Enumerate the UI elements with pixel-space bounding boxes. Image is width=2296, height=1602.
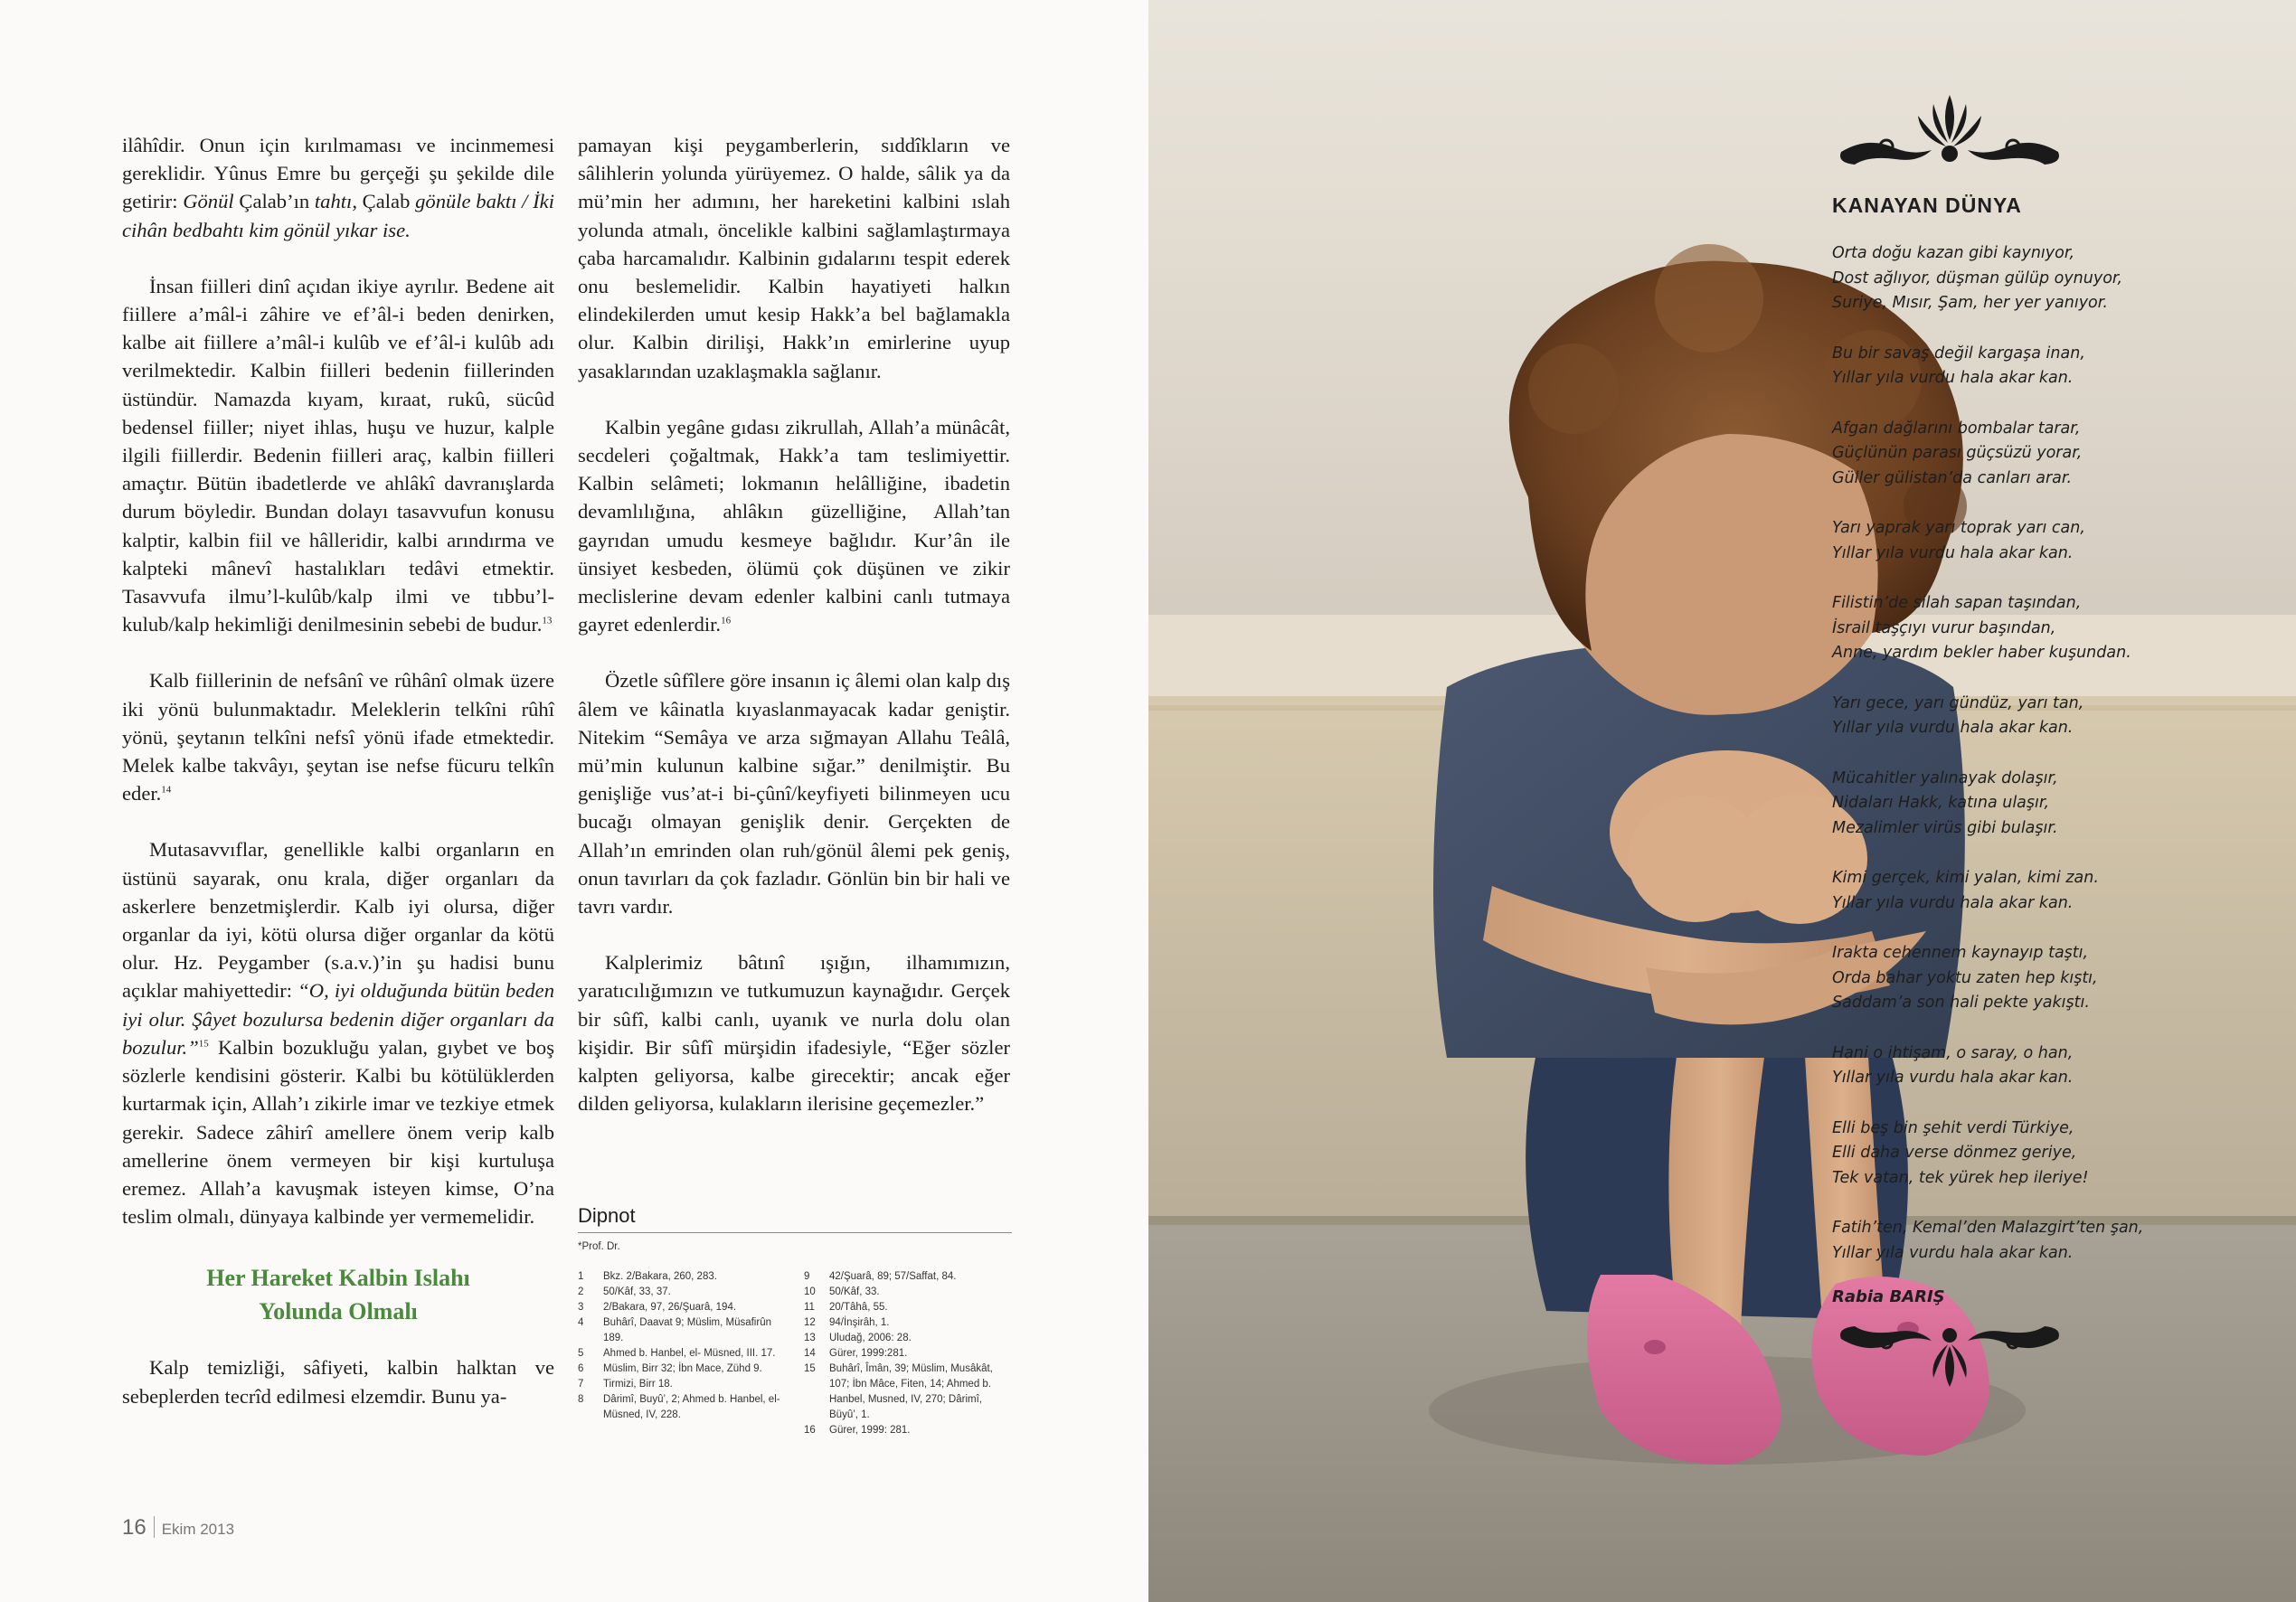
poem-line: Anne, yardım bekler haber kuşundan. — [1832, 644, 2131, 662]
footnote-number: 5 — [578, 1348, 584, 1359]
poem-block — [1832, 90, 2239, 1391]
footnote-item — [578, 1285, 786, 1300]
ornament-top-icon — [1832, 90, 2067, 181]
footnote-text: 2/Bakara, 97, 26/Şuarâ, 194. — [603, 1302, 737, 1313]
ornament-bottom-icon — [1832, 1319, 2067, 1391]
footnote-item — [804, 1315, 1012, 1331]
footnote-text: Bkz. 2/Bakara, 260, 283. — [603, 1271, 717, 1282]
footnote-text: Buhârî, Îmân, 39; Müslim, Musâkât, 107; İbn Mâce, Fiten, 14; Ahmed b. Hanbel, Musned, IV, 270; Dârimî, Büyû’, 1. — [829, 1363, 993, 1420]
poem-line: Irakta cehennem kaynayıp taştı, — [1832, 944, 2089, 962]
footnote-number: 12 — [804, 1317, 816, 1328]
footnote-number: 2 — [578, 1286, 584, 1297]
footnotes-list-left — [578, 1269, 786, 1423]
footnote-item — [804, 1423, 1012, 1438]
col1-body — [122, 131, 554, 1230]
footnote-item — [804, 1269, 1012, 1285]
text-column-1 — [122, 131, 554, 1410]
footnote-text: 42/Şuarâ, 89; 57/Saffat, 84. — [829, 1271, 957, 1282]
text-run: Kalbin bozukluğu yalan, gıybet ve boş sözlerle kendisini gösterir. Kalbi bu kötülüklerden kurtarmak için, Allah’ı zikirle imar ve tezkiye etmek gerekir. Sadece zâhirî amellere önem verip kalb amellerine önem vermeyen bir kişi kurtuluşa eremez. Allah’a kavuşmak isteyen kimse, O’na teslim olmalı, dünyaya kalbinde yer vermemelidir. — [122, 1035, 554, 1229]
footnote-number: 16 — [804, 1425, 816, 1436]
footnote-number: 4 — [578, 1317, 584, 1328]
footnote-item — [804, 1331, 1012, 1346]
footnote-text: Gürer, 1999:281. — [829, 1348, 908, 1359]
poem-stanza — [1832, 516, 2239, 566]
footnote-item — [578, 1346, 786, 1362]
page-number: 16 — [122, 1515, 146, 1540]
poem-line: Elli daha verse dönmez geriye, — [1832, 1144, 2077, 1162]
footnote-item — [804, 1285, 1012, 1300]
poem-line: Afgan dağlarını bombalar tarar, — [1832, 419, 2081, 438]
footnote-number: 13 — [804, 1333, 816, 1343]
footnote-item — [804, 1300, 1012, 1315]
footnote-item — [804, 1346, 1012, 1362]
footnote-item — [578, 1269, 786, 1285]
poem-line: Bu bir savaş değil kargaşa inan, — [1832, 344, 2085, 363]
paragraph — [122, 666, 554, 807]
poem-stanza — [1832, 866, 2239, 916]
poem-line: Yıllar yıla vurdu hala akar kan. — [1832, 719, 2074, 737]
poem-stanza — [1832, 1216, 2239, 1266]
footnote-number: 15 — [804, 1363, 816, 1374]
poem-line: İsrail taşçıyı vurur başından, — [1832, 618, 2056, 637]
section-heading — [122, 1261, 554, 1328]
poem-line: Mücahitler yalınayak dolaşır, — [1832, 768, 2058, 787]
footnote-number: 8 — [578, 1394, 584, 1405]
poem-line: Yıllar yıla vurdu hala akar kan. — [1832, 1243, 2074, 1262]
footnote-text: Müslim, Birr 32; İbn Mace, Zühd 9. — [603, 1363, 762, 1374]
text-run: Kalplerimiz bâtınî ışığın, ilhamımızın, yaratıcılığımızın ve tutkumuzun kaynağıdır. Gerçek bir sûfî, kalbi canlı, uyanık ve nurla dolu olan kişidir. Bir sûfî mürşidin ifadesiyle, “Eğer sözler kalpten geliyorsa, kalbe girecektir; ancak eğer dilden geliyorsa, kulakların ilerisine geçemezler.” — [578, 951, 1010, 1116]
folio — [122, 1515, 234, 1541]
poem-line: Suriye, Mısır, Şam, her yer yanıyor. — [1832, 294, 2108, 312]
footnote-text: Gürer, 1999: 281. — [829, 1425, 911, 1436]
footnote-number: 3 — [578, 1302, 584, 1313]
poem-author: Rabia BARIŞ — [1832, 1287, 1945, 1306]
footnote-number: 10 — [804, 1286, 816, 1297]
poem-line: Tek vatan, tek yürek hep ileriye! — [1832, 1168, 2089, 1187]
poem-line: Yıllar yıla vurdu hala akar kan. — [1832, 543, 2074, 562]
text-run: Mutasavvıflar, genellikle kalbi organların en üstünü sayarak, onu krala, diğer organları da askerlere benzetmişlerdir. Kalb iyi olursa, diğer organlar da iyi, kötü olursa diğer organlar da kötü olur. Hz. Peygamber (s.a.v.)’in şu hadisi bunu açıklar mahiyettedir: — [122, 838, 554, 1003]
poem-line: Yarı yaprak yarı toprak yarı can, — [1832, 519, 2085, 537]
poem-line: Orta doğu kazan gibi kaynıyor, — [1832, 244, 2075, 262]
text-run: Çalab’ın — [233, 190, 315, 213]
section-heading-line2: Yolunda Olmalı — [259, 1298, 418, 1325]
footnote-item — [578, 1392, 786, 1423]
poem-stanza — [1832, 692, 2239, 741]
footnote-item — [578, 1300, 786, 1315]
paragraph — [578, 666, 1010, 920]
poem-line: Hani o ihtişam, o saray, o han, — [1832, 1043, 2074, 1062]
poem-line: Yıllar yıla vurdu hala akar kan. — [1832, 893, 2074, 912]
footnote-text: 50/Kâf, 33. — [829, 1286, 880, 1297]
footnote-text: Tirmizi, Birr 18. — [603, 1379, 673, 1390]
text-run: pamayan kişi peygamberlerin, sıddîkların ve sâlihlerin yolunda yürüyemez. O halde, sâlik ya da mü’min her adımını, her hareketini kalbini ıslah yolunda atmalı, öncelikle kalbini sağlamlaştırmaya çaba harcamalıdır. Kalbinin gıdalarını tespit ederek onu beslemelidir. Kalbin hayatiyeti halkın elindekilerden umut kesip Hakk’a bel bağlamakla olur. Kalbin dirilişi, Hakk’ın emirlerine uyup yasaklarından uzaklaşmakla sağlanır. — [578, 134, 1010, 382]
text-run: “O, iyi olduğunda bütün beden iyi olur. Şâyet bozulursa bedenin diğer organları da bozulur.” — [122, 979, 554, 1059]
footnote-number: 7 — [578, 1379, 584, 1390]
section-heading-line1: Her Hareket Kalbin Islahı — [206, 1265, 470, 1292]
footnotes-divider — [578, 1232, 1012, 1233]
poem-stanza — [1832, 417, 2239, 492]
text-run: Özetle sûfîlere göre insanın iç âlemi olan kalp dış âlem ve kâinatla kıyaslanmayacak kadar geniştir. Nitekim “Semâya ve arza sığmayan Allahu Teâlâ, mü’min kulunun kalbine sığar.” denilmiştir. Bu genişliğe vus’at-i bi-çûnî/keyfiyeti bilinmeyen ucu bucağı olmayan genişlik denir. Gerçekten de Allah’ın emrinden olan ruh/gönül âlemi pek geniş, onun tavırları da çok fazladır. Gönlün bin bir hali ve tavrı vardır. — [578, 669, 1010, 919]
paragraph — [578, 131, 1010, 385]
text-column-2 — [578, 131, 1010, 1118]
footnote-text: 94/İnşirâh, 1. — [829, 1317, 890, 1328]
text-run: Kalbin yegâne gıdası zikrullah, Allah’a münâcât, secdeleri çoğaltmak, Hakk’a tam teslimiyettir. Kalbin selâmeti; lokmanın helâlliğine, ibadetin devamlılığına, ahlâkın güzelliğine, Allah’tan gayrıdan umudu kesmeye bağlıdır. Kur’ân ile ünsiyet kesbeden, ölümü çok düşünen ve zikir meclislerine devam edenler kalbini canlı tutmaya gayret edenlerdir. — [578, 415, 1010, 636]
text-run: tahtı — [314, 190, 353, 213]
footnotes-list-right — [804, 1269, 1012, 1438]
footnote-text: 20/Tâhâ, 55. — [829, 1302, 888, 1313]
footnote-ref: 13 — [542, 615, 553, 627]
footnote-text: Ahmed b. Hanbel, el- Müsned, III. 17. — [603, 1348, 776, 1359]
footnote-text: Buhârî, Daavat 9; Müslim, Müsafirûn 189. — [603, 1317, 771, 1343]
poem-line: Yıllar yıla vurdu hala akar kan. — [1832, 369, 2074, 387]
poem-line: Orda bahar yoktu zaten hep kıştı, — [1832, 968, 2098, 987]
footnote-item — [578, 1315, 786, 1346]
paragraph — [122, 131, 554, 244]
poem-stanza — [1832, 941, 2239, 1016]
poem-line: Yıllar yıla vurdu hala akar kan. — [1832, 1069, 2074, 1087]
paragraph — [122, 835, 554, 1230]
poem-line: Güller gülistan’da canları arar. — [1832, 468, 2073, 487]
poem-line: Güçlünün parası güçsüzü yorar, — [1832, 444, 2083, 462]
text-run: İnsan fiilleri dinî açıdan ikiye ayrılır. Bedene ait fiillere a’mâl-i zâhire ve ef’âl-i beden denirken, kalbe ait fiillere a’mâl-i kulûb ve ef’âl-i kulûb adı verilmektedir. Kalbin fiilleri bedenin fiillerinden üstündür. Namazda kıyam, kıraat, rukû, sücûd bedensel fiiller; niyet ihlas, huşu ve huzur, kalple ilgili fiillerdir. Bedenin fiilleri araç, kalbin fiilleri amaçtır. Bütün ibadetlerde ve ahlâkî davranışlarda durum böyledir. Bundan dolayı tasavvufun konusu kalptir, kalbin fiil ve hâlleridir, kalbi arındırma ve kalpteki mânevî hastalıkları tedâvi etmektir. Tasavvufa ilmu’l-kulûb/kalp ilmi ve tıbbu’l-kulub/kalp hekimliği denilmesinin sebebi de budur. — [122, 274, 554, 636]
poem-stanza — [1832, 767, 2239, 842]
footnote-text: Uludağ, 2006: 28. — [829, 1333, 912, 1343]
footnote-text: 50/Kâf, 33, 37. — [603, 1286, 671, 1297]
poem-line: Filistin’de silah sapan taşından, — [1832, 594, 2082, 612]
folio-divider — [154, 1516, 155, 1538]
poem-line: Elli beş bin şehit verdi Türkiye, — [1832, 1118, 2074, 1137]
poem-stanza — [1832, 591, 2239, 666]
col2-body — [578, 131, 1010, 1118]
footnote-number: 1 — [578, 1271, 584, 1282]
footnote-ref: 16 — [721, 615, 732, 627]
footnote-item — [578, 1377, 786, 1392]
paragraph — [122, 272, 554, 639]
text-run: Kalb fiillerinin de nefsânî ve rûhânî olmak üzere iki yönü bulunmaktadır. Meleklerin telkîni rûhî yönü, şeytanın telkîni nefsî yönü ifade etmektedir. Melek kalbe takvâyı, şeytan ise nefse fücuru telkîn eder. — [122, 669, 554, 806]
footnote-text: Dârimî, Buyû’, 2; Ahmed b. Hanbel, el- Müsned, IV, 228. — [603, 1394, 780, 1420]
text-run: gönüle baktı / İki cihân bedbahtı kim gönül yıkar ise. — [122, 190, 554, 241]
footnote-ref: 15 — [198, 1038, 209, 1050]
poem-title: KANAYAN DÜNYA — [1832, 193, 2022, 217]
footnote-ref: 14 — [161, 784, 172, 796]
footnote-item — [804, 1362, 1012, 1423]
poem-line: Nidaları Hakk, katına ulaşır, — [1832, 794, 2050, 812]
text-run: Gönül — [183, 190, 234, 213]
poem-line: Kimi gerçek, kimi yalan, kimi zan. — [1832, 869, 2099, 887]
paragraph: Kalp temizliği, sâfiyeti, kalbin halktan ve sebeplerden tecrîd edilmesi elzemdir. Bunu ya- — [122, 1356, 554, 1408]
footnote-number: 6 — [578, 1363, 584, 1374]
footnote-number: 14 — [804, 1348, 816, 1359]
poem-stanza — [1832, 241, 2239, 316]
child-photo — [1148, 0, 2296, 1602]
footnotes-title: Dipnot — [578, 1204, 636, 1227]
poem-stanza — [1832, 1041, 2239, 1091]
text-run: ilâhîdir. Onun için kırılmaması ve incinmemesi gereklidir. Yûnus Emre bu gerçeği şu şekilde dile getirir: — [122, 134, 554, 213]
footnote-item — [578, 1362, 786, 1377]
text-run: , Çalab — [352, 190, 416, 213]
footnote-number: 9 — [804, 1271, 810, 1282]
paragraph — [578, 413, 1010, 639]
poem-line: Dost ağlıyor, düşman gülüp oynuyor, — [1832, 269, 2123, 287]
poem-stanza — [1832, 1117, 2239, 1192]
poem-stanza — [1832, 342, 2239, 391]
paragraph — [578, 948, 1010, 1117]
issue-date: Ekim 2013 — [161, 1521, 235, 1538]
poem-body — [1832, 241, 2239, 1266]
poem-line: Fatih’ten, Kemal’den Malazgirt’ten şan, — [1832, 1219, 2144, 1237]
poem-line: Mezalimler virüs gibi bulaşır. — [1832, 818, 2058, 837]
poem-line: Saddam’a son hali pekte yakıştı. — [1832, 994, 2090, 1012]
footnote-number: 11 — [804, 1302, 815, 1313]
footnote-author-note: *Prof. Dr. — [578, 1241, 620, 1252]
poem-line: Yarı gece, yarı gündüz, yarı tan, — [1832, 693, 2084, 712]
